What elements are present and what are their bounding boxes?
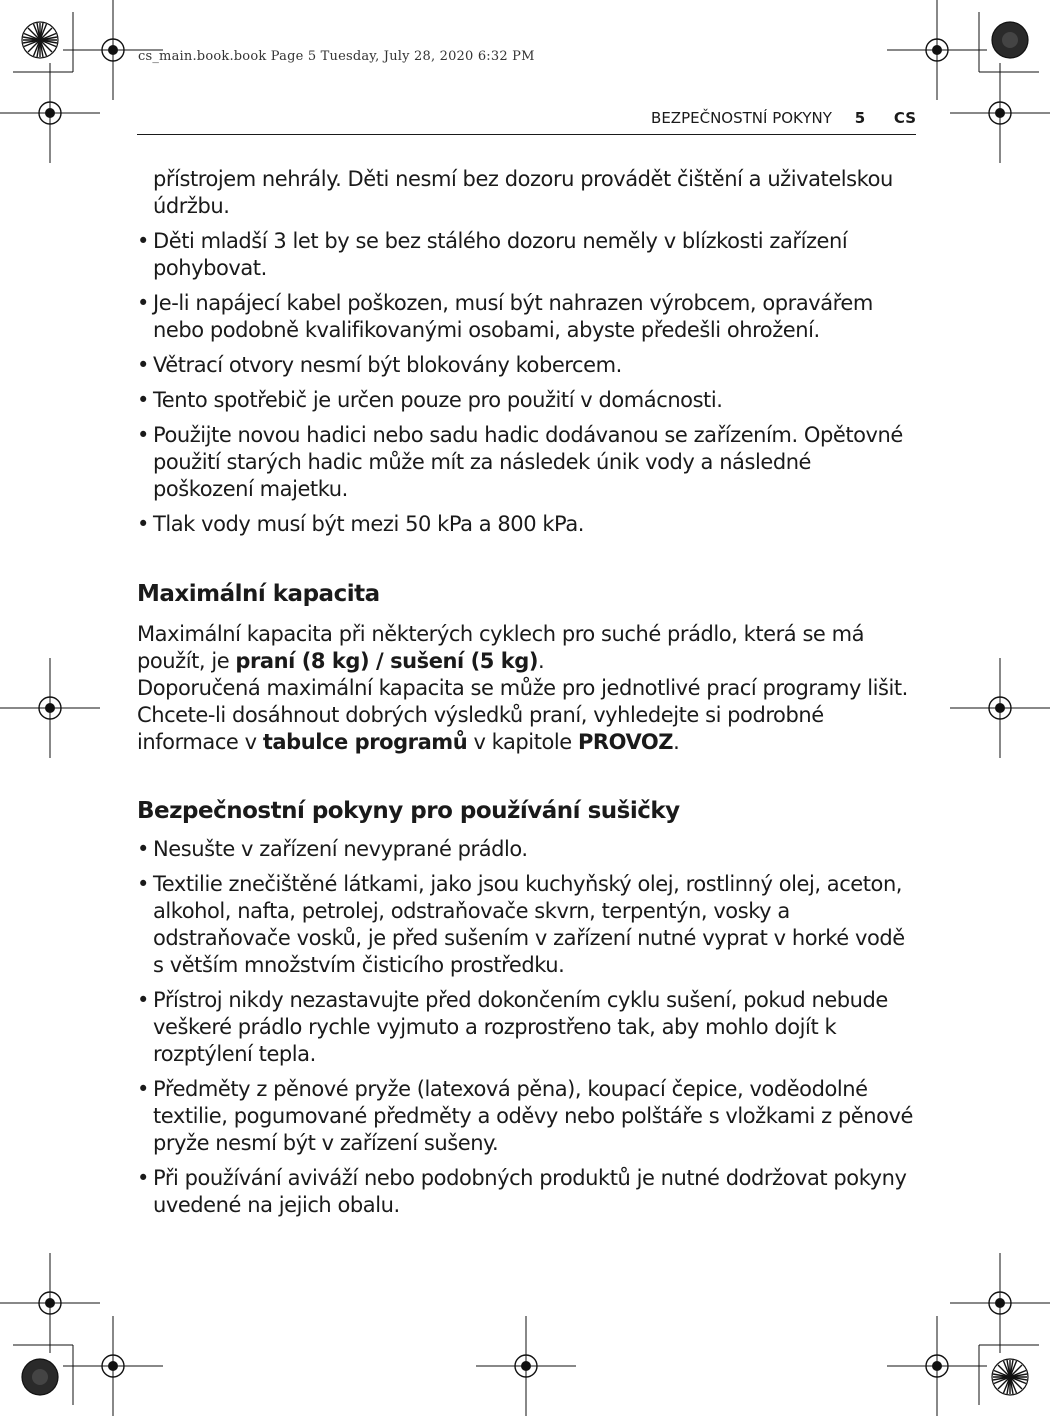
chapter-ref: PROVOZ xyxy=(577,730,674,754)
capacity-paragraph-2 xyxy=(137,675,917,756)
list-item: • Přístroj nikdy nezastavujte před dokončením cyklu sušení, pokud nebude veškeré prádlo rychle vyjmuto a rozprostřeno tak, aby mohlo dojít k rozptýlení tepla. xyxy=(137,987,917,1068)
list-item-continued: přístrojem nehrály. Děti nesmí bez dozoru provádět čištění a uživatelskou údržbu. xyxy=(153,167,893,218)
list-item: • Nesušte v zařízení nevyprané prádlo. xyxy=(137,836,917,863)
list-item: • Tlak vody musí být mezi 50 kPa a 800 kPa. xyxy=(137,511,917,538)
list-item: • Předměty z pěnové pryže (latexová pěna), koupací čepice, voděodolné textilie, pogumované předměty a oděvy nebo polštáře s vložkami z pěnové pryže nesmí být v zařízení sušeny. xyxy=(137,1076,917,1157)
page-content xyxy=(137,166,917,1227)
capacity-value: praní (8 kg) / sušení (5 kg) xyxy=(235,649,539,673)
text-span: . xyxy=(538,649,545,673)
text-span: . xyxy=(673,730,680,754)
list-item: • Je-li napájecí kabel poškozen, musí být nahrazen výrobcem, opravářem nebo podobně kvalifikovanými osobami, abyste předešli ohrožení. xyxy=(137,290,917,344)
dryer-heading: Bezpečnostní pokyny pro používání sušičky xyxy=(137,798,680,824)
safety-list-continued xyxy=(137,166,917,538)
running-header xyxy=(137,108,916,128)
list-item: • Použijte novou hadici nebo sadu hadic dodávanou se zařízením. Opětovné použití starých hadic může mít za následek únik vody a následné poškození majetku. xyxy=(137,422,917,503)
list-item: • Tento spotřebič je určen pouze pro použití v domácnosti. xyxy=(137,387,917,414)
capacity-paragraph-1 xyxy=(137,621,917,675)
print-info-slug: cs_main.book.book Page 5 Tuesday, July 28, 2020 6:32 PM xyxy=(138,49,535,64)
page-number: 5 xyxy=(854,109,866,127)
dryer-safety-list xyxy=(137,836,917,1219)
header-section-title: BEZPEČNOSTNÍ POKYNY xyxy=(651,109,832,127)
text-span: Doporučená maximální kapacita se může pro jednotlivé prací programy lišit. Chcete-li dosáhnout dobrých výsledků praní, vyhledejte si podrobné informace v xyxy=(137,676,908,754)
list-item: • Větrací otvory nesmí být blokovány kobercem. xyxy=(137,352,917,379)
capacity-heading: Maximální kapacita xyxy=(137,581,380,607)
text-span: Maximální kapacita při některých cyklech pro suché prádlo, která se má použít, je xyxy=(137,622,865,673)
list-item: • Při používání aviváží nebo podobných produktů je nutné dodržovat pokyny uvedené na jejich obalu. xyxy=(137,1165,917,1219)
list-item: • Textilie znečištěné látkami, jako jsou kuchyňský olej, rostlinný olej, aceton, alkohol, nafta, petrolej, odstraňovače skvrn, terpentýn, vosky a odstraňovače vosků, je před sušením v zařízení nutné vyprat v horké vodě s větším množstvím čisticího prostředku. xyxy=(137,871,917,979)
program-table-ref: tabulce programů xyxy=(262,730,468,754)
header-divider xyxy=(137,134,916,135)
language-code: CS xyxy=(893,109,916,127)
list-item: • Děti mladší 3 let by se bez stálého dozoru neměly v blízkosti zařízení pohybovat. xyxy=(137,228,917,282)
text-span: v kapitole xyxy=(467,730,578,754)
